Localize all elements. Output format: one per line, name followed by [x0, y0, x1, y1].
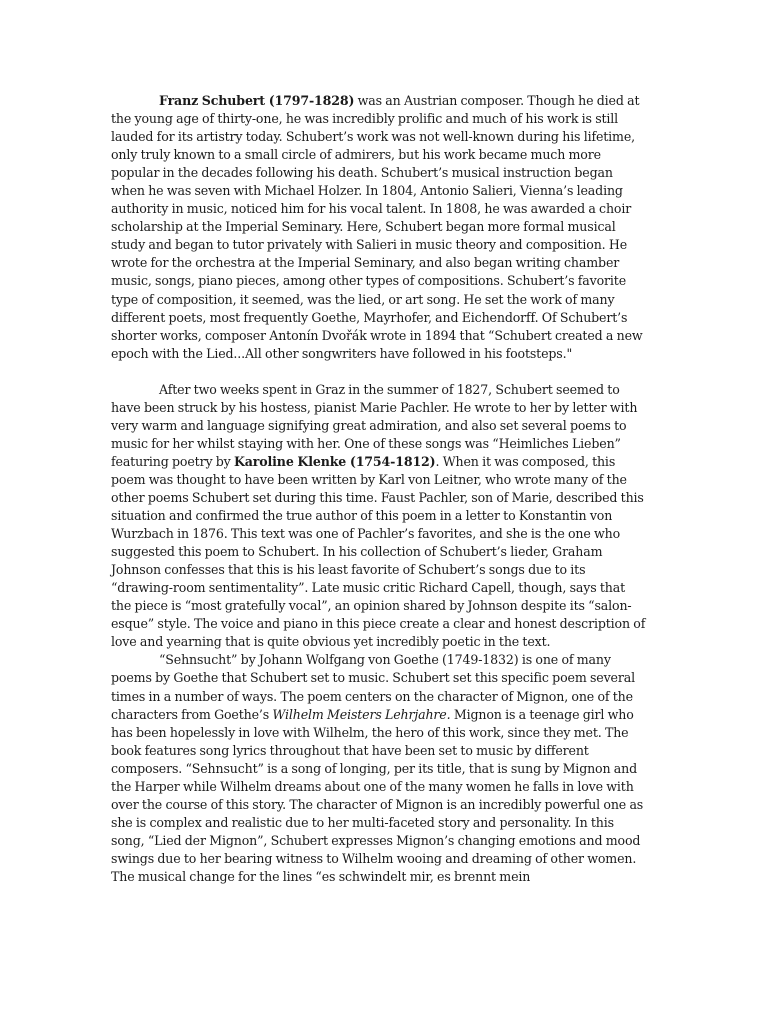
paragraph-text: Mignon is a teenage girl who has been hopelessly in love with Wilhelm, the hero of this work, since they met. The book features song lyrics throughout that have been set to music by different composers. “Sehnsucht” is a song of longing, per its title, that is sung by Mignon and the Harper while Wilhelm dreams about one of the many women he falls in love with over the course of this story. The character of Mignon is an incredibly powerful one as she is complex and realistic due to her multi-faceted story and personality. In this song, “Lied der Mignon”, Schubert expresses Mignon’s changing emotions and mood swings due to her bearing witness to Wilhelm wooing and dreaming of other women. The musical change for the lines “es schwindelt mir, es brennt mein	[111, 706, 644, 884]
italic-book-title: Wilhelm Meisters Lehrjahre.	[272, 706, 451, 722]
paragraph-text: was an Austrian composer. Though he died at the young age of thirty-one, he was incredibly prolific and much of his work is still lauded for its artistry today. Schubert’s work was not well-known during his lifetime, only truly known to a small circle of admirers, but his work became much more popular in the decades following his death. Schubert’s musical instruction began when he was seven with Michael Holzer. In 1804, Antonio Salieri, Vienna’s leading authority in music, noticed him for his vocal talent. In 1808, he was awarded a choir scholarship at the Imperial Seminary. Here, Schubert began more formal musical study and began to tutor privately with Salieri in music theory and composition. He wrote for the orchestra at the Imperial Seminary, and also began writing chamber music, songs, piano pieces, among other types of compositions. Schubert’s favorite type of composition, it seemed, was the lied, or art song. He set the work of many different poets, most frequently Goethe, Mayrhofer, and Eichendorff. Of Schubert’s shorter works, composer Antonín Dvořák wrote in 1894 that “Schubert created a new epoch with the Lied...All other songwriters have followed in his footsteps."	[111, 93, 643, 361]
bold-heading-franz-schubert: Franz Schubert (1797-1828)	[159, 93, 355, 108]
bold-name-karoline-klenke: Karoline Klenke (1754-1812)	[234, 453, 436, 469]
document-page	[111, 92, 646, 886]
paragraph-text: “Sehnsucht” by Johann Wolfgang von Goethe (1749-1832) is one of many poems by Goethe that Schubert set to music. Schubert set this specific poem several times in a number of ways. The poem centers on the character of Mignon, one of the characters from Goethe’s	[111, 652, 635, 722]
paragraph-sehnsucht	[111, 651, 646, 886]
paragraph-heimliches-lieben	[111, 381, 646, 652]
paragraph-text: . When it was composed, this poem was thought to have been written by Karl von Leitner, who wrote many of the other poems Schubert set during this time. Faust Pachler, son of Marie, described this situation and confirmed the true author of this poem in a letter to Konstantin von Wurzbach in 1876. This text was one of Pachler’s favorites, and she is the one who suggested this poem to Schubert. In his collection of Schubert’s lieder, Graham Johnson confesses that this is his least favorite of Schubert’s songs due to its “drawing-room sentimentality”. Late music critic Richard Capell, though, says that the piece is “most gratefully vocal”, an opinion shared by Johnson despite its “salon-esque” style. The voice and piano in this piece create a clear and honest description of love and yearning that is quite obvious yet incredibly poetic in the text.	[111, 453, 646, 650]
paragraph-text: After two weeks spent in Graz in the summer of 1827, Schubert seemed to have been struck by his hostess, pianist Marie Pachler. He wrote to her by letter with very warm and language signifying great admiration, and also set several poems to music for her whilst staying with her. One of these songs was “Heimliches Lieben” featuring poetry by	[111, 381, 638, 469]
paragraph-spacer	[111, 363, 646, 381]
paragraph-schubert-bio	[111, 92, 646, 363]
